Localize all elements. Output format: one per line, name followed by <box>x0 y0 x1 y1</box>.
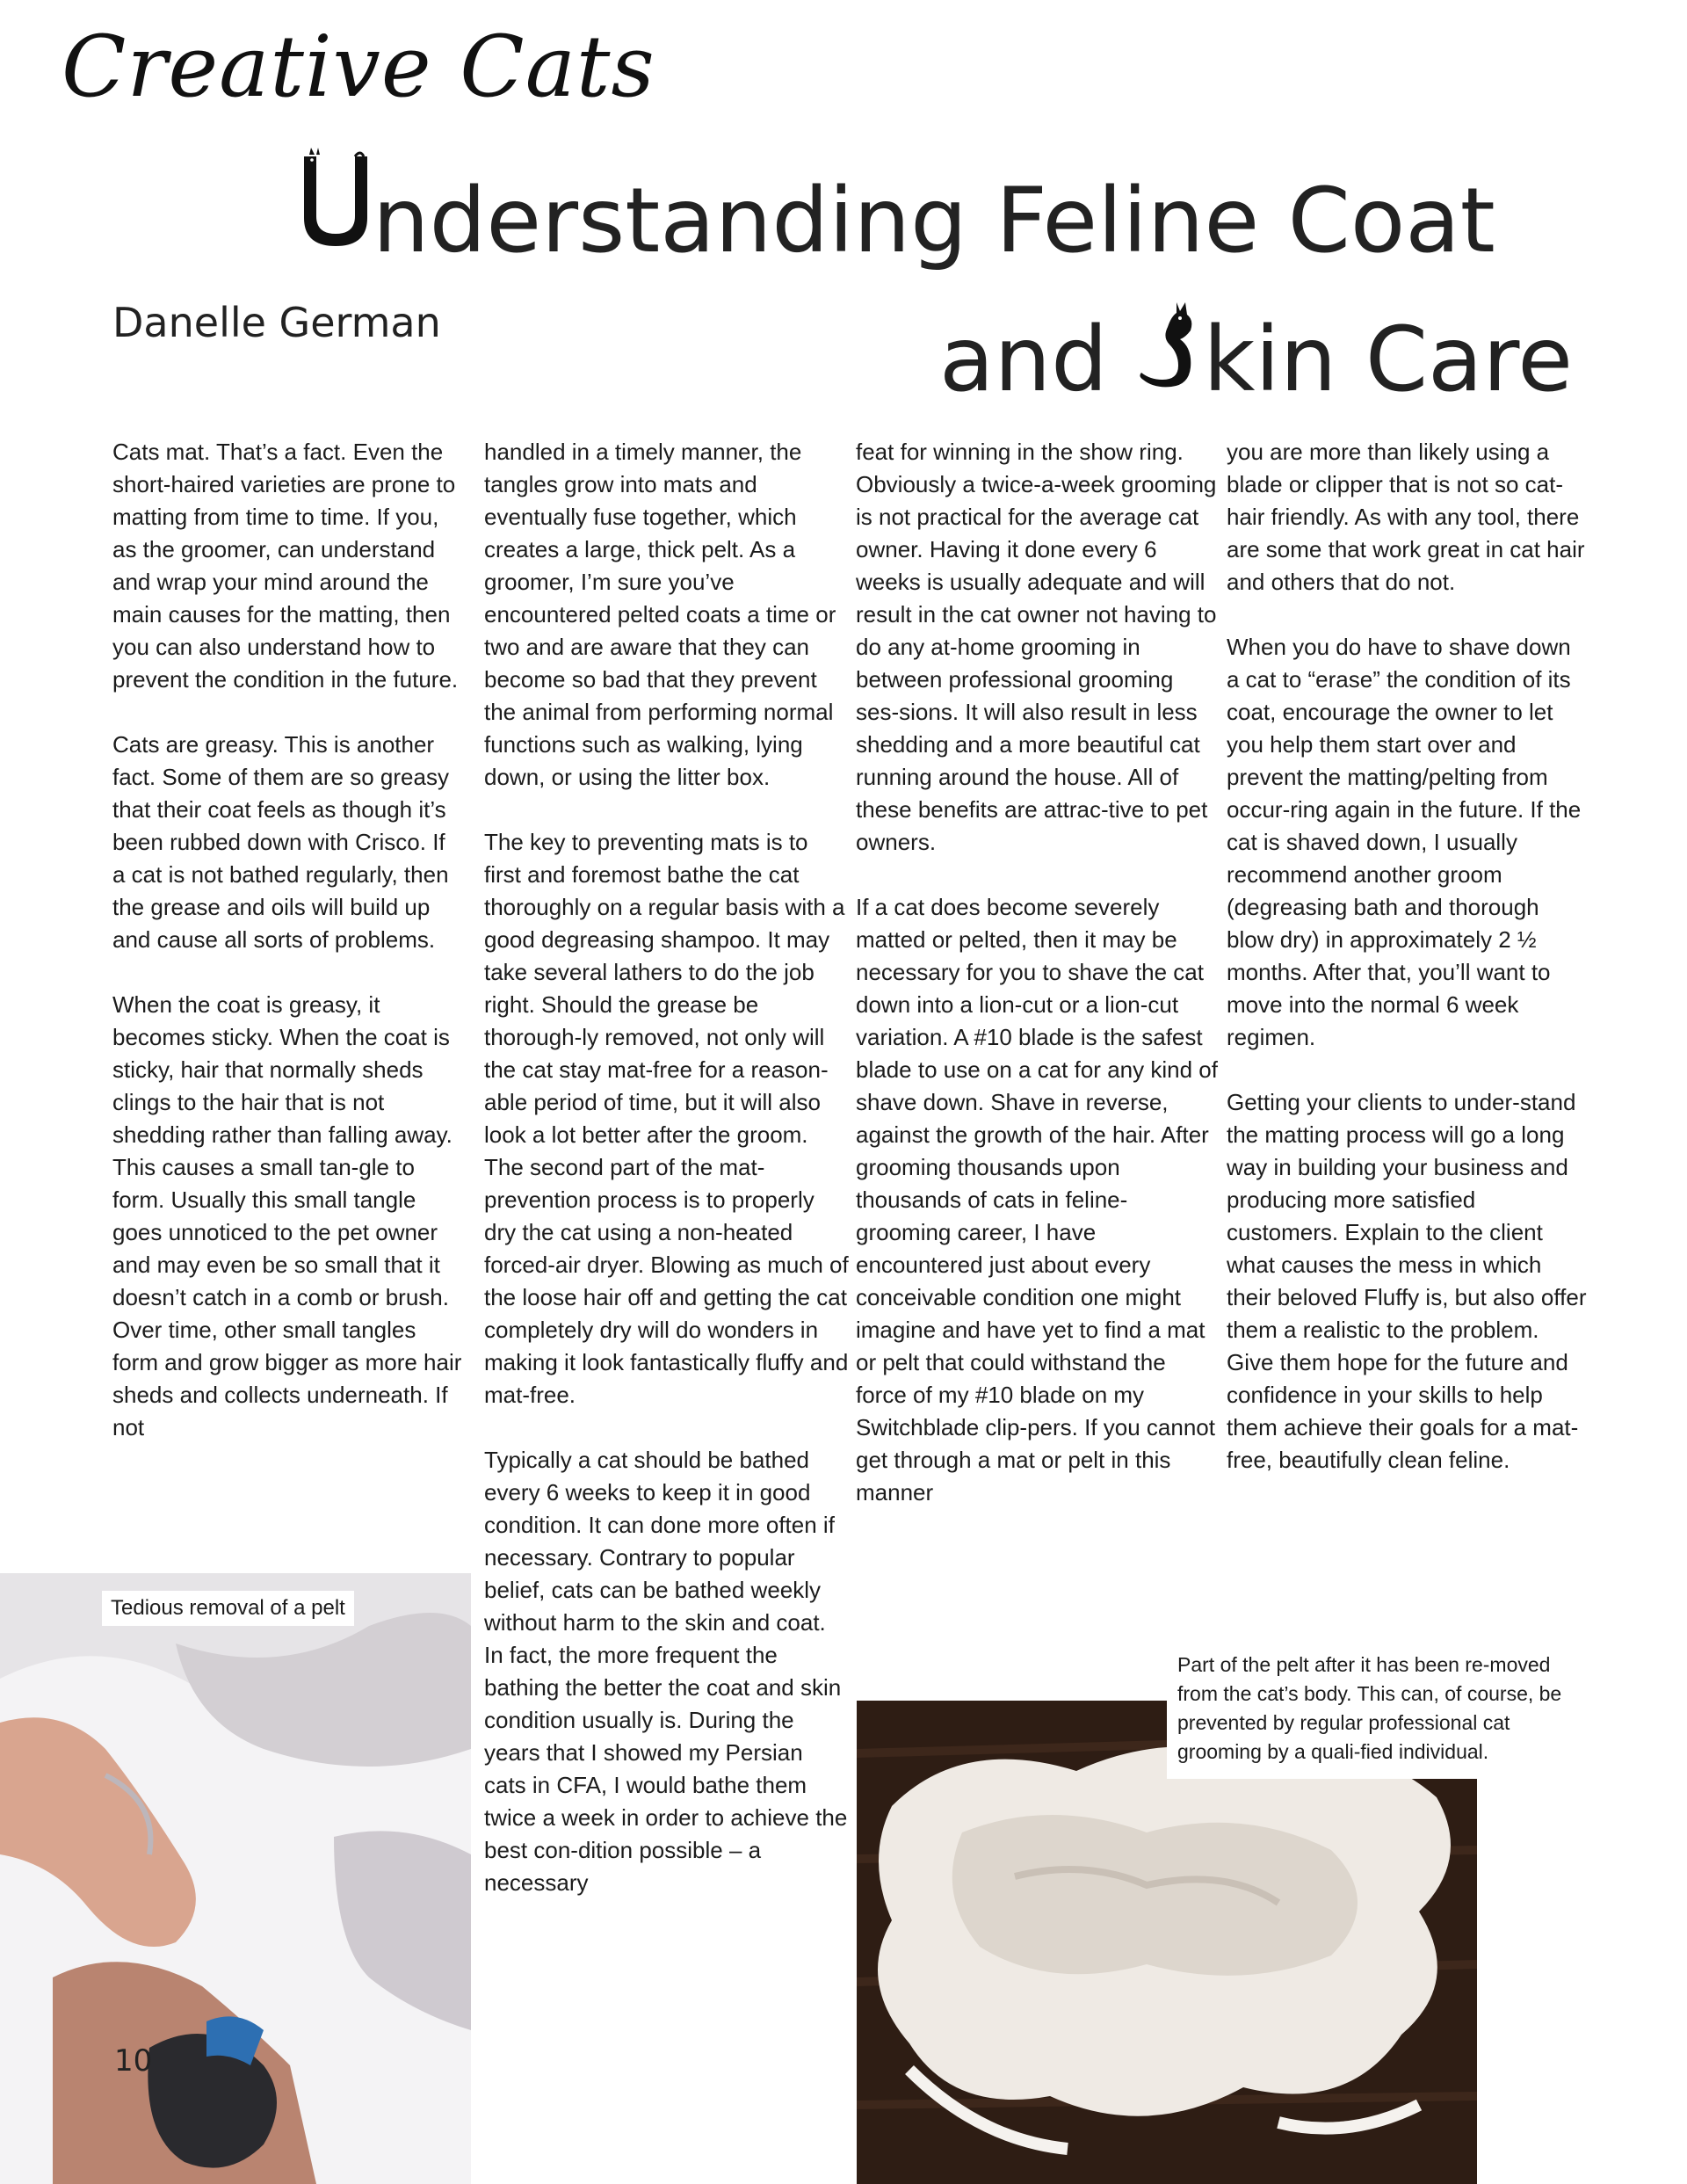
article-title-line-1 <box>299 148 1590 273</box>
paragraph: Typically a cat should be bathed every 6 weeks to keep it in good condition. It can done more often if necessary. Contrary to popular belief, cats can be bathed weekly without harm to the skin and coat. In fact, the more frequent the bathing the better the coat and skin condition usually is. During the years that I showed my Persian cats in CFA, I would bathe them twice a week in order to achieve the best con-dition possible – a necessary <box>484 1447 848 1896</box>
magazine-brand: Creative Cats <box>62 18 655 116</box>
title-line-2-and: and <box>939 308 1137 412</box>
article-column-4 <box>1227 436 1587 1509</box>
paragraph: you are more than likely using a blade or clipper that is not so cat-hair friendly. As with any tool, there are some that work great in cat hair and others that do not. <box>1227 439 1585 595</box>
paragraph: The key to preventing mats is to first and foremost bathe the cat thoroughly on a regular basis with a good degreasing shampoo. It may take several lathers to do the job right. Should the grease be thorough-ly removed, not only will the cat stay mat-free for a reason-able period of time, but it will also look a lot better after the groom. The second part of the mat-prevention process is to properly dry the cat using a non-heated forced-air dryer. Blowing as much of the loose hair off and getting the cat completely dry will do wonders in making it look fantastically fluffy and mat-free. <box>484 829 849 1408</box>
cat-s-initial-icon <box>1136 299 1203 405</box>
article-column-2 <box>484 436 849 1932</box>
author-byline: Danelle German <box>112 299 441 346</box>
photo-caption-1: Tedious removal of a pelt <box>102 1591 354 1626</box>
paragraph: When the coat is greasy, it becomes sticky. When the coat is sticky, hair that normally sheds clings to the hair that is not shedding rather than falling away. This causes a small tan-gle to form. Usually this small tangle goes unnoticed to the pet owner and may even be so small that it doesn’t catch in a comb or brush. Over time, other small tangles form and grow bigger as more hair sheds and collects underneath. If not <box>112 991 462 1440</box>
paragraph: handled in a timely manner, the tangles grow into mats and eventually fuse together, which creates a large, thick pelt. As a groomer, I’m sure you’ve encountered pelted coats a time or two and are aware that they can become so bad that they prevent the animal from performing normal functions such as walking, lying down, or using the litter box. <box>484 439 836 790</box>
paragraph: feat for winning in the show ring. Obviously a twice-a-week grooming is not practical for the average cat owner. Having it done every 6 weeks is usually adequate and will result in the cat owner not having to do any at-home grooming in between professional grooming ses-sions. It will also result in less shedding and a more beautiful cat running around the house. All of these benefits are attrac-tive to pet owners. <box>856 439 1217 855</box>
title-line-1-text: nderstanding Feline Coat <box>373 169 1495 273</box>
paragraph: Cats mat. That’s a fact. Even the short-haired varieties are prone to matting from time to time. If you, as the groomer, can understand and wrap your mind around the main causes for the matting, then you can also understand how to prevent the condition in the future. <box>112 439 459 693</box>
paragraph: If a cat does become severely matted or pelted, then it may be necessary for you to shave the cat down into a lion-cut or a lion-cut variation. A #10 blade is the safest blade to use on a cat for any kind of shave down. Shave in reverse, against the growth of the hair. After grooming thousands upon thousands of cats in feline-grooming career, I have encountered just about every conceivable condition one might imagine and have yet to find a mat or pelt that could withstand the force of my #10 blade on my Switchblade clip-pers. If you cannot get through a mat or pelt in this manner <box>856 894 1218 1506</box>
paragraph: When you do have to shave down a cat to “erase” the condition of its coat, encourage the owner to let you help them start over and prevent the matting/pelting from occur-ring again in the future. If the cat is shaved down, I usually recommend another groom (degreasing bath and thorough blow dry) in approximately 2 ½ months. After that, you’ll want to move into the normal 6 week regimen. <box>1227 634 1582 1050</box>
paragraph: Getting your clients to under-stand the matting process will go a long way in building your business and producing more satisfied customers. Explain to the client what causes the mess in which their beloved Fluffy is, but also offer them a realistic to the problem. Give them hope for the future and confidence in your skills to help them achieve their goals for a mat-free, beautifully clean feline. <box>1227 1089 1587 1473</box>
photo-caption-2: Part of the pelt after it has been re-moved from the cat’s body. This can, of course, be prevented by regular professional cat grooming by a quali-fied individual. <box>1167 1643 1575 1779</box>
page-number: 10 <box>114 2043 153 2079</box>
photo-pelt-removal <box>0 1573 471 2184</box>
paragraph: Cats are greasy. This is another fact. Some of them are so greasy that their coat feels as though it’s been rubbed down with Crisco. If a cat is not bathed regularly, then the grease and oils will build up and cause all sorts of problems. <box>112 731 449 953</box>
article-column-1 <box>112 436 464 1477</box>
article-title-line-2 <box>844 299 1573 412</box>
title-line-2-text: kin Care <box>1203 308 1573 412</box>
cat-u-initial-icon <box>299 148 373 266</box>
article-column-3 <box>856 436 1220 1542</box>
